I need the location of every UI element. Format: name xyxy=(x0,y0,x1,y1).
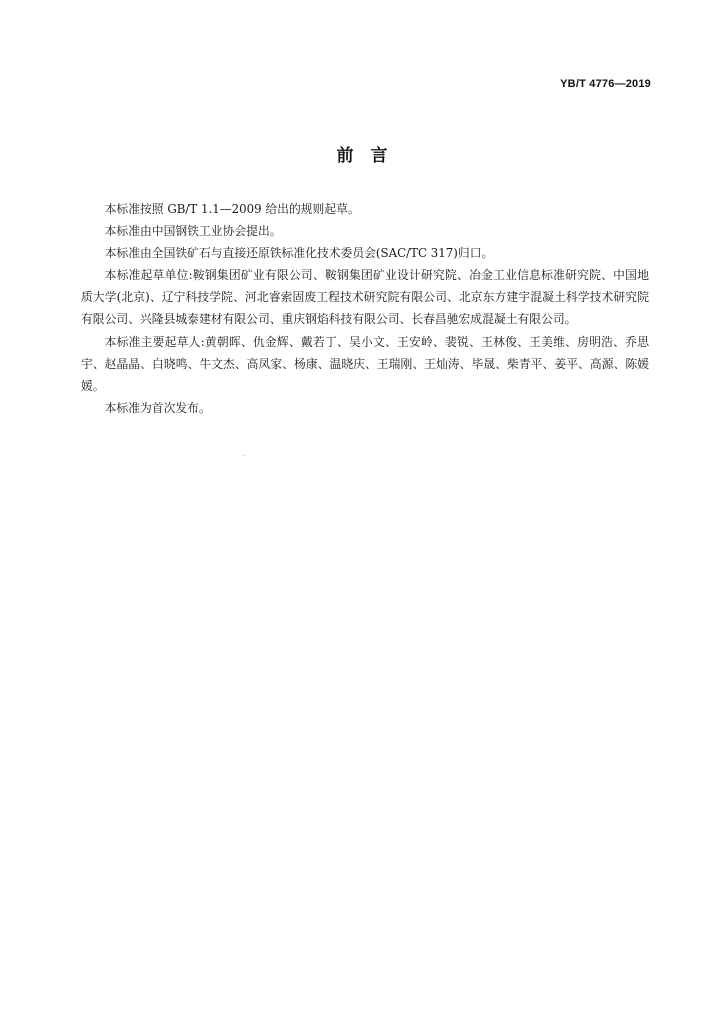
scan-speck xyxy=(244,455,245,456)
page-title: 前 言 xyxy=(336,146,388,166)
paragraph-technical-committee: 本标准由全国铁矿石与直接还原铁标准化技术委员会(SAC/TC 317)归口。 xyxy=(104,246,494,261)
paragraph-main-drafters: 本标准主要起草人:黄朝晖、仇金辉、戴若丁、吴小文、王安岭、裴锐、王林俊、王美维、房明浩、乔思宇、赵晶晶、白晓鸣、牛文杰、高凤家、杨康、温晓庆、王瑞刚、王灿涛、毕晟、柴青平、姜平、高源、陈媛媛。 xyxy=(81,334,649,393)
paragraph-drafting-rules: 本标准按照 GB/T 1.1—2009 给出的规则起草。 xyxy=(104,202,360,216)
foreword-body xyxy=(81,198,649,419)
standard-code: YB/T 4776—2019 xyxy=(560,78,651,90)
paragraph-proposer: 本标准由中国钢铁工业协会提出。 xyxy=(104,224,282,239)
paragraph-drafting-units: 本标准起草单位:鞍钢集团矿业有限公司、鞍钢集团矿业设计研究院、冶金工业信息标准研究院、中国地质大学(北京)、辽宁科技学院、河北睿索固废工程技术研究院有限公司、北京东方建宇混凝土科学技术研究院有限公司、兴隆县城泰建材有限公司、重庆钢焰科技有限公司、长春昌驰宏成混凝土有限公司。 xyxy=(81,268,649,327)
paragraph-first-release: 本标准为首次发布。 xyxy=(104,400,211,415)
